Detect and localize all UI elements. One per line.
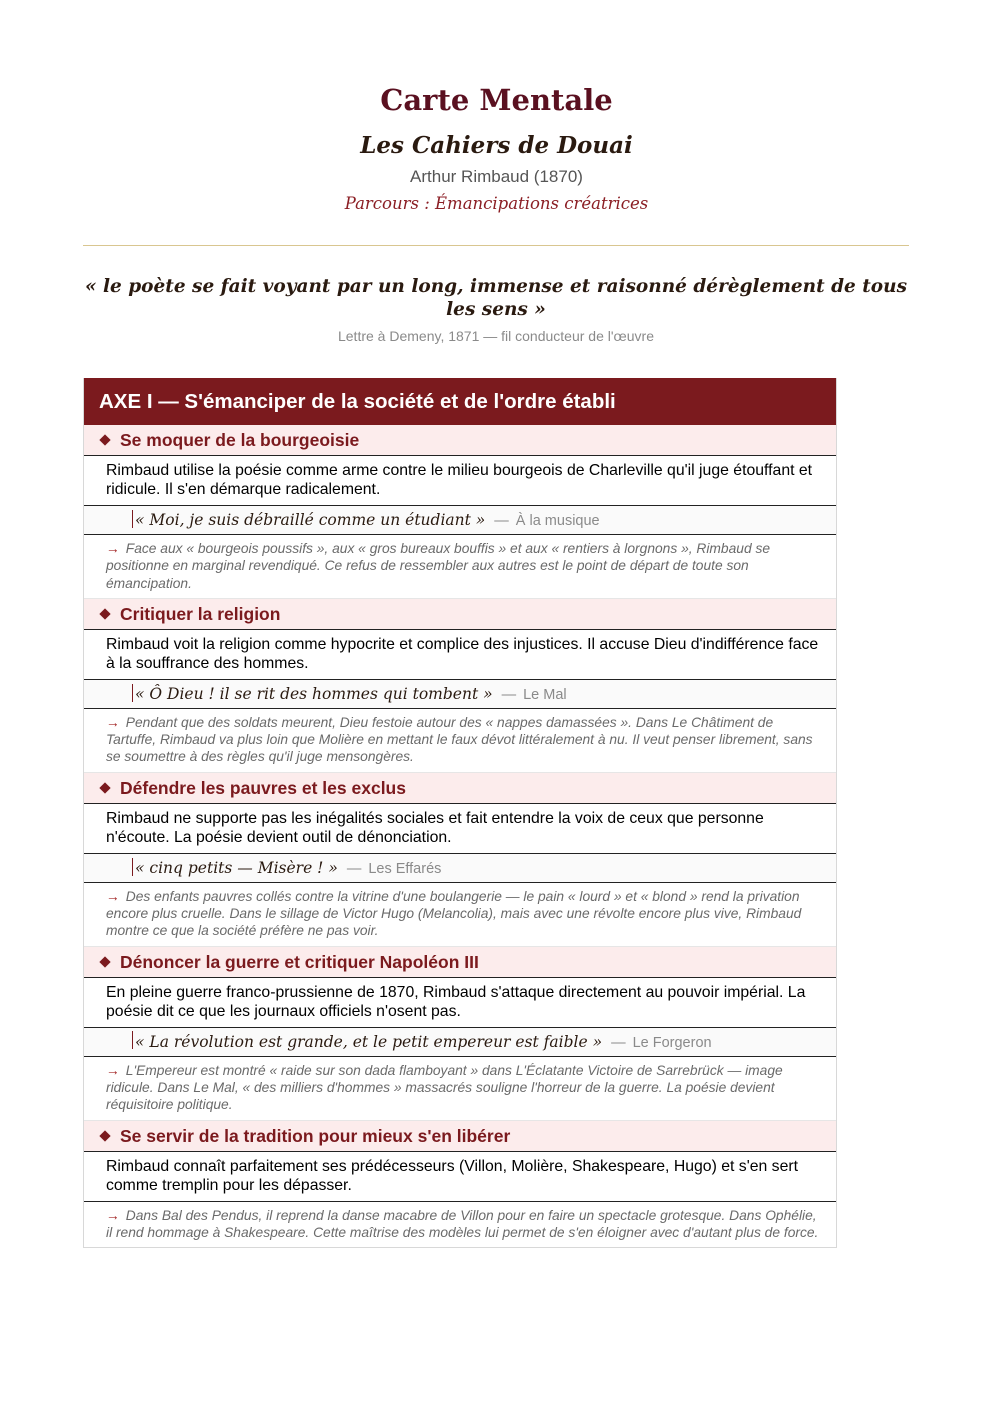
note-text: Pendant que des soldats meurent, Dieu festoie autour des « nappes damassées ». Dans Le Châtiment de Tartuffe, Rimbaud va plus loin que Molière en mettant le faux dévot littéralement à nu. Il veut penser librement, sans se soumettre à des règles qu'il juge mensongères. (106, 714, 813, 765)
analysis-note (84, 709, 836, 773)
section-description: Rimbaud voit la religion comme hypocrite et complice des injustices. Il accuse Dieu d'indifférence face à la souffrance des hommes. (84, 630, 836, 680)
citation-source: Le Forgeron (632, 1034, 712, 1051)
section-header (84, 425, 836, 456)
work-title: Les Cahiers de Douai (360, 132, 633, 159)
citation-dash: — (494, 513, 509, 529)
author-line: Arthur Rimbaud (1870) (410, 167, 583, 186)
section-title: Se servir de la tradition pour mieux s'en libérer (120, 1125, 511, 1146)
quote-bar-icon (132, 510, 133, 528)
epigraph-quote: « le poète se fait voyant par un long, immense et raisonné dérèglement de tous les sens » (84, 276, 908, 320)
arrow-icon: → (106, 541, 120, 556)
epigraph (83, 275, 909, 345)
page-title: Carte Mentale (380, 83, 613, 117)
axis-header: AXE I — S'émanciper de la société et de l'ordre établi (84, 378, 836, 425)
section-header (84, 947, 836, 978)
citation-source: Le Mal (523, 686, 567, 703)
citation-row (84, 1028, 836, 1057)
section-header (84, 599, 836, 630)
parcours-line: Parcours : Émancipations créatrices (344, 194, 649, 213)
quote-bar-icon (132, 858, 133, 876)
epigraph-source: Lettre à Demeny, 1871 — fil conducteur de l'œuvre (337, 328, 654, 344)
section-description: Rimbaud utilise la poésie comme arme contre le milieu bourgeois de Charleville qu'il juge étouffant et ridicule. Il s'en démarque radicalement. (84, 456, 836, 506)
analysis-note (84, 883, 836, 947)
citation-row (84, 854, 836, 883)
arrow-icon: → (106, 1207, 120, 1223)
diamond-icon (99, 956, 110, 967)
citation-quote: « cinq petits — Misère ! » (135, 858, 338, 877)
note-text: Face aux « bourgeois poussifs », aux « gros bureaux bouffis » et aux « rentiers à lorgnons », Rimbaud se positionne en marginal revendiqué. Ce refus de ressembler aux autres est le point de départ de toute son émancipation. (106, 541, 771, 591)
section-title: Critiquer la religion (120, 603, 281, 624)
citation-quote: « Moi, je suis débraillé comme un étudiant » (135, 511, 486, 529)
section-title: Défendre les pauvres et les exclus (120, 777, 406, 798)
arrow-icon: → (106, 888, 120, 904)
section-description: Rimbaud ne supporte pas les inégalités sociales et fait entendre la voix de ceux que personne n'écoute. La poésie devient outil de dénonciation. (84, 804, 836, 854)
section-title: Dénoncer la guerre et critiquer Napoléon III (120, 951, 479, 972)
citation-quote: « La révolution est grande, et le petit empereur est faible » (135, 1032, 603, 1051)
diamond-icon (99, 608, 110, 619)
note-text: Des enfants pauvres collés contre la vitrine d'une boulangerie — le pain « lourd » et « blond » rend la privation encore plus cruelle. Dans le sillage de Victor Hugo (Melancolia), mais avec une révolte encore plus vive, Rimbaud montre ce que la société préfère ne pas voir. (106, 888, 802, 939)
citation-dash: — (611, 1034, 626, 1051)
arrow-icon: → (106, 1062, 120, 1078)
citation-row (84, 680, 836, 709)
note-text: Dans Bal des Pendus, il reprend la danse macabre de Villon pour en faire un spectacle grotesque. Dans Ophélie, il rend hommage à Shakespeare. Cette maîtrise des modèles lui permet de s'en éloigner avec d'autant plus de force. (106, 1207, 819, 1240)
analysis-note (84, 1057, 836, 1121)
axis-section (83, 378, 837, 1248)
diamond-icon (99, 434, 110, 445)
note-text: L'Empereur est montré « raide sur son dada flamboyant » dans L'Éclatante Victoire de Sarrebrück — image ridicule. Dans Le Mal, « des milliers d'hommes » massacrés souligne l'horreur de la guerre. La poésie devient réquisitoire politique. (106, 1062, 783, 1113)
citation-source: À la musique (515, 513, 600, 529)
citation-source: Les Effarés (368, 860, 442, 877)
section-description: En pleine guerre franco-prussienne de 1870, Rimbaud s'attaque directement au pouvoir impérial. La poésie dit ce que les journaux officiels n'osent pas. (84, 978, 836, 1028)
analysis-note (84, 535, 836, 599)
citation-dash: — (501, 686, 517, 703)
section-header (84, 773, 836, 804)
section-title: Se moquer de la bourgeoisie (120, 430, 360, 450)
diamond-icon (99, 782, 110, 793)
quote-bar-icon (132, 684, 133, 702)
quote-bar-icon (132, 1031, 133, 1049)
document-header (0, 0, 993, 215)
analysis-note (84, 1202, 836, 1248)
citation-row (84, 506, 836, 535)
section-header (84, 1121, 836, 1152)
section-description: Rimbaud connaît parfaitement ses prédécesseurs (Villon, Molière, Shakespeare, Hugo) et s'en sert comme tremplin pour les dépasser. (84, 1152, 836, 1202)
header-divider (83, 245, 909, 246)
citation-quote: « Ô Dieu ! il se rit des hommes qui tombent » (135, 684, 493, 703)
arrow-icon: → (106, 714, 120, 730)
citation-dash: — (346, 860, 362, 877)
diamond-icon (99, 1130, 110, 1141)
